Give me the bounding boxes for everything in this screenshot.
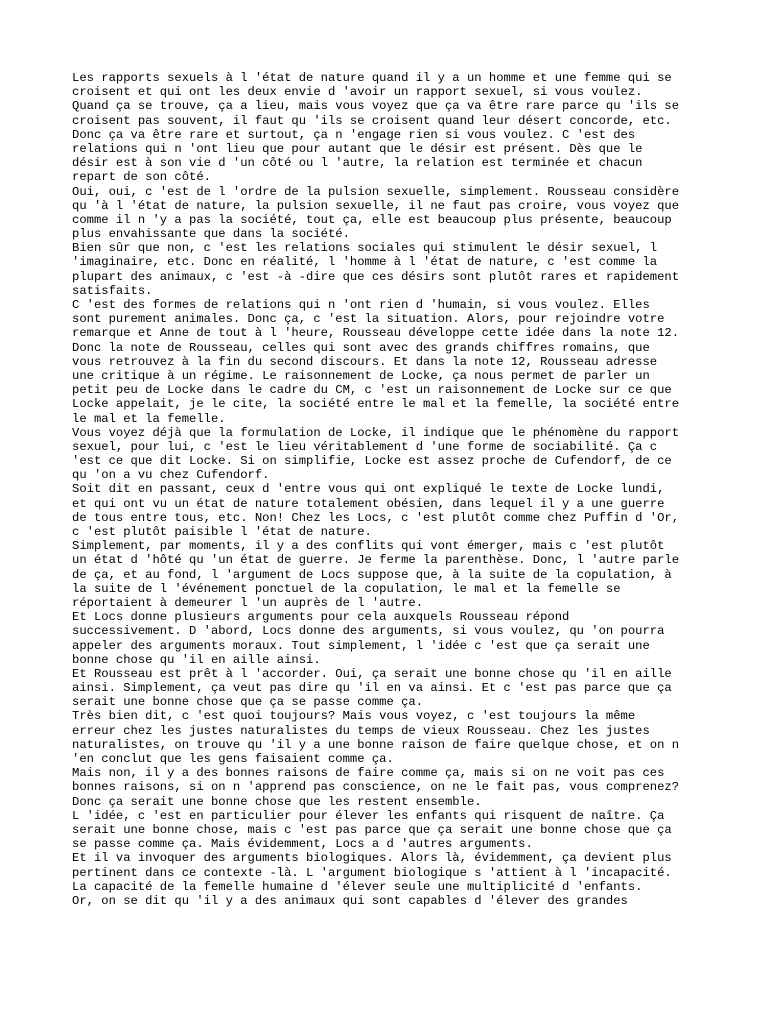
- text-line: Mais non, il y a des bonnes raisons de faire comme ça, mais si on ne voit pas ces: [72, 766, 665, 781]
- text-line: Locke appelait, je le cite, la société entre le mal et la femelle, la société entre: [72, 397, 680, 412]
- text-line: Or, on se dit qu 'il y a des animaux qui sont capables d 'élever des grandes: [72, 893, 628, 908]
- text-line: Simplement, par moments, il y a des conflits qui vont émerger, mais c 'est plutôt: [72, 539, 665, 554]
- text-line: Et il va invoquer des arguments biologiques. Alors là, évidemment, ça devient plus: [72, 851, 672, 866]
- text-line: et qui ont vu un état de nature totalement obésien, dans lequel il y a une guerre: [72, 496, 665, 511]
- text-line: désir est à son vie d 'un côté ou l 'autre, la relation est terminée et chacun: [72, 156, 643, 171]
- text-line: 'en conclut que les gens faisaient comme ça.: [72, 752, 394, 766]
- text-line: de ça, et au fond, l 'argument de Locs suppose que, à la suite de la copulation, à: [72, 567, 672, 582]
- text-line: Donc ça va être rare et surtout, ça n 'engage rien si vous voulez. C 'est des: [72, 127, 636, 142]
- text-line: serait une bonne chose, mais c 'est pas parce que ça serait une bonne chose que ça: [72, 822, 672, 837]
- text-line: remarque et Anne de tout à l 'heure, Rousseau développe cette idée dans la note 12.: [72, 326, 680, 341]
- text-line: comme il n 'y a pas la société, tout ça, elle est beaucoup plus présente, beaucoup: [72, 212, 672, 227]
- text-line: Vous voyez déjà que la formulation de Locke, il indique que le phénomène du rapport: [72, 425, 680, 440]
- text-line: Quand ça se trouve, ça a lieu, mais vous voyez que ça va être rare parce qu 'ils se: [72, 99, 680, 114]
- text-line: qu 'on a vu chez Cufendorf.: [72, 468, 270, 483]
- text-line: croisent et qui ont les deux envie d 'avoir un rapport sexuel, si vous voulez.: [72, 85, 643, 100]
- text-line: une critique à un régime. Le raisonnement de Locke, ça nous permet de parler un: [72, 368, 650, 383]
- text-line: croisent pas souvent, il faut qu 'ils se croisent quand leur désert concorde, etc.: [72, 113, 672, 128]
- text-line: Très bien dit, c 'est quoi toujours? Mais vous voyez, c 'est toujours la même: [72, 709, 636, 724]
- text-line: plupart des animaux, c 'est -à -dire que ces désirs sont plutôt rares et rapidement: [72, 269, 680, 284]
- text-line: 'imaginaire, etc. Donc en réalité, l 'homme à l 'état de nature, c 'est comme la: [72, 255, 658, 270]
- text-line: ainsi. Simplement, ça veut pas dire qu 'il en va ainsi. Et c 'est pas parce que ça: [72, 681, 672, 696]
- text-line: qu 'à l 'état de nature, la pulsion sexuelle, il ne faut pas croire, vous voyez que: [72, 198, 680, 213]
- text-line: serait une bonne chose que ça se passe comme ça.: [72, 695, 424, 710]
- text-line: 'est ce que dit Locke. Si on simplifie, Locke est assez proche de Cufendorf, de ce: [72, 454, 672, 469]
- text-line: Oui, oui, c 'est de l 'ordre de la pulsion sexuelle, simplement. Rousseau considère: [72, 184, 680, 199]
- text-line: réportaient à demeurer l 'un auprès de l 'autre.: [72, 595, 424, 610]
- text-line: naturalistes, on trouve qu 'il y a une bonne raison de faire quelque chose, et on n: [72, 737, 680, 752]
- text-line: appeler des arguments moraux. Tout simplement, l 'idée c 'est que ça serait une: [72, 638, 650, 653]
- text-line: un état d 'hôté qu 'un état de guerre. Je ferme la parenthèse. Donc, l 'autre parle: [72, 553, 680, 568]
- text-line: sont purement animales. Donc ça, c 'est la situation. Alors, pour rejoindre votre: [72, 312, 665, 327]
- text-line: bonnes raisons, si on n 'apprend pas conscience, on ne le fait pas, vous comprenez?: [72, 780, 680, 795]
- text-line: bonne chose qu 'il en aille ainsi.: [72, 652, 321, 667]
- text-line: C 'est des formes de relations qui n 'ont rien d 'humain, si vous voulez. Elles: [72, 298, 650, 312]
- text-line: La capacité de la femelle humaine d 'élever seule une multiplicité d 'enfants.: [72, 879, 643, 894]
- text-line: se passe comme ça. Mais évidemment, Locs a d 'autres arguments.: [72, 837, 533, 852]
- text-line: la suite de l 'événement ponctuel de la copulation, le mal et la femelle se: [72, 581, 621, 596]
- text-line: Donc ça serait une bonne chose que les restent ensemble.: [72, 794, 482, 809]
- text-line: satisfaits.: [72, 283, 153, 298]
- document-page: [72, 71, 732, 908]
- text-line: successivement. D 'abord, Locs donne des arguments, si vous voulez, qu 'on pourra: [72, 624, 665, 639]
- text-line: vous retrouvez à la fin du second discours. Et dans la note 12, Rousseau adresse: [72, 354, 658, 369]
- text-line: c 'est plutôt paisible l 'état de nature.: [72, 525, 372, 539]
- text-line: plus envahissante que dans la société.: [72, 227, 350, 242]
- text-line: Et Locs donne plusieurs arguments pour cela auxquels Rousseau répond: [72, 610, 570, 625]
- text-line: L 'idée, c 'est en particulier pour élever les enfants qui risquent de naître. Ça: [72, 808, 665, 823]
- text-line: Et Rousseau est prêt à l 'accorder. Oui, ça serait une bonne chose qu 'il en aille: [72, 666, 672, 681]
- text-line: pertinent dans ce contexte -là. L 'argument biologique s 'attient à l 'incapacité.: [72, 865, 672, 880]
- text-line: Donc la note de Rousseau, celles qui sont avec des grands chiffres romains, que: [72, 340, 650, 355]
- text-line: petit peu de Locke dans le cadre du CM, c 'est un raisonnement de Locke sur ce que: [72, 383, 672, 398]
- text-line: repart de son côté.: [72, 170, 211, 185]
- text-line: relations qui n 'ont lieu que pour autant que le désir est présent. Dès que le: [72, 141, 643, 156]
- text-line: erreur chez les justes naturalistes du temps de vieux Rousseau. Chez les justes: [72, 723, 650, 738]
- text-line: sexuel, pour lui, c 'est le lieu véritablement d 'une forme de sociabilité. Ça c: [72, 439, 658, 454]
- text-line: Soit dit en passant, ceux d 'entre vous qui ont expliqué le texte de Locke lundi,: [72, 482, 665, 497]
- text-line: Les rapports sexuels à l 'état de nature quand il y a un homme et une femme qui se: [72, 71, 672, 85]
- text-line: de tous entre tous, etc. Non! Chez les Locs, c 'est plutôt comme chez Puffin d 'Or,: [72, 510, 680, 525]
- text-line: le mal et la femelle.: [72, 411, 226, 426]
- text-line: Bien sûr que non, c 'est les relations sociales qui stimulent le désir sexuel, l: [72, 241, 658, 256]
